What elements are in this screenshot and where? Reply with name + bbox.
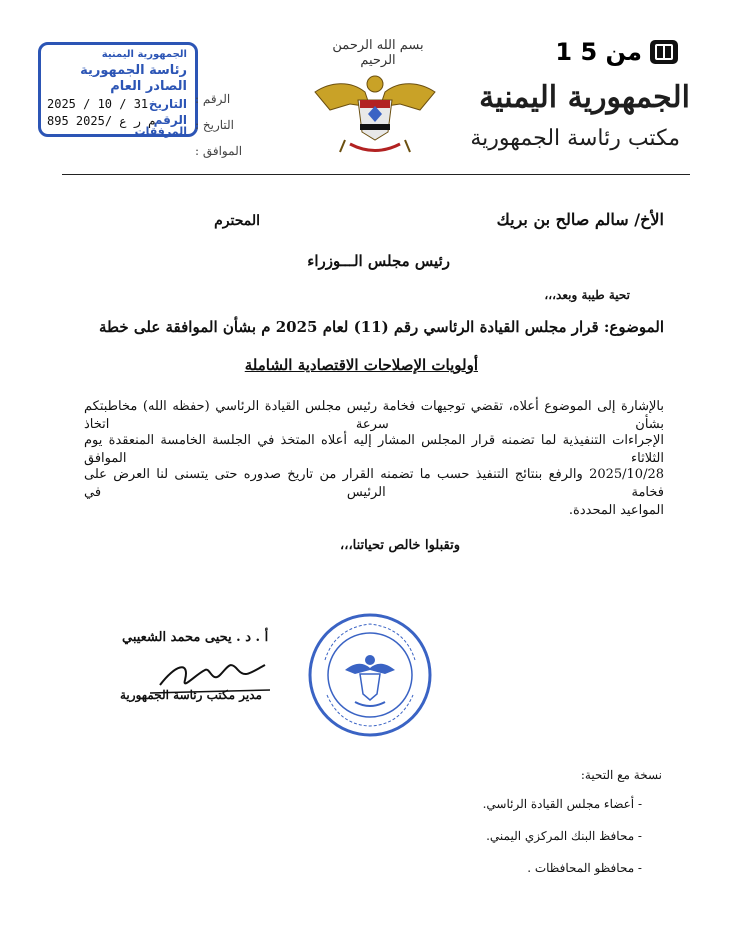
header-divider [62,174,690,175]
body-line-2: الإجراءات التنفيذية لما تضمنه قرار المجلس المشار إليه أعلاه المتخذ في الجلسة الخامسة المنعقدة يوم الثلاثاء الموافق [84,433,664,467]
official-seal-icon [305,610,435,740]
stamp-ref-value: 895 م ر ع /2025 [47,114,156,128]
copy-item: - محافظ البنك المركزي اليمني. [486,829,642,843]
stamp-date-value: 2025 / 10 / 31 [47,97,149,111]
stamp-line-3: الصادر العام [110,79,187,94]
basmala: بسم الله الرحمن الرحيم [332,38,424,68]
page-indicator-text: 1 من 5 [555,38,642,66]
body-line-4: المواعيد المحددة. [568,503,664,518]
meta-ref: الرقم : [195,92,231,106]
subject-line-1: الموضوع: قرار مجلس القيادة الرئاسي رقم (11) لعام 2025 م بشأن الموافقة على خطة [99,318,664,336]
incoming-stamp [38,42,198,137]
stamp-date-label: التاريخ [148,97,187,111]
signatory-name: أ . د . يحيى محمد الشعيبي [122,630,269,645]
honorific: المحترم [214,213,260,229]
copy-item: - أعضاء مجلس القيادة الرئاسي. [482,797,642,811]
office-name: مكتب رئاسة الجمهورية [470,126,680,151]
stamp-line-2: رئاسة الجمهورية [80,63,187,78]
page-indicator [555,38,678,66]
closing: وتقبلوا خالص تحياتنا،،، [340,538,460,553]
subject-line-2: أولويات الإصلاحات الاقتصادية الشاملة [244,356,478,374]
greeting: تحية طيبة وبعد،،، [544,288,630,302]
republic-name: الجمهورية اليمنية [479,80,690,115]
stamp-line-1: الجمهورية اليمنية [101,49,187,60]
addressee-title: رئيس مجلس الـــوزراء [307,252,450,270]
stamp-ref-label: الرقم [153,113,187,127]
copies-heading: نسخة مع التحية: [580,768,662,782]
body-line-3: 2025/10/28 والرفع بنتائج التنفيذ حسب ما تضمنه القرار من تاريخ صدوره حتى يتسنى لنا العرض على فخامة الرئيس في [84,467,664,501]
addressee: الأخ/ سالم صالح بن بريك [496,210,664,229]
meta-corresponding: الموافق : [195,144,243,158]
stamp-attachments-label: المرفقات [134,125,187,138]
meta-date: التاريخ : [195,118,235,132]
document-pages-icon [650,40,678,64]
body-line-1: بالإشارة إلى الموضوع أعلاه، تقضي توجيهات فخامة رئيس مجلس القيادة الرئاسي (حفظه الله) مخاطبتكم بشأن سرعة اتخاذ [84,399,664,433]
signatory-title: مدير مكتب رئاسة الجمهورية [120,688,262,702]
copy-item: - محافظو المحافظات . [527,861,642,875]
eagle-emblem-icon [310,62,440,157]
